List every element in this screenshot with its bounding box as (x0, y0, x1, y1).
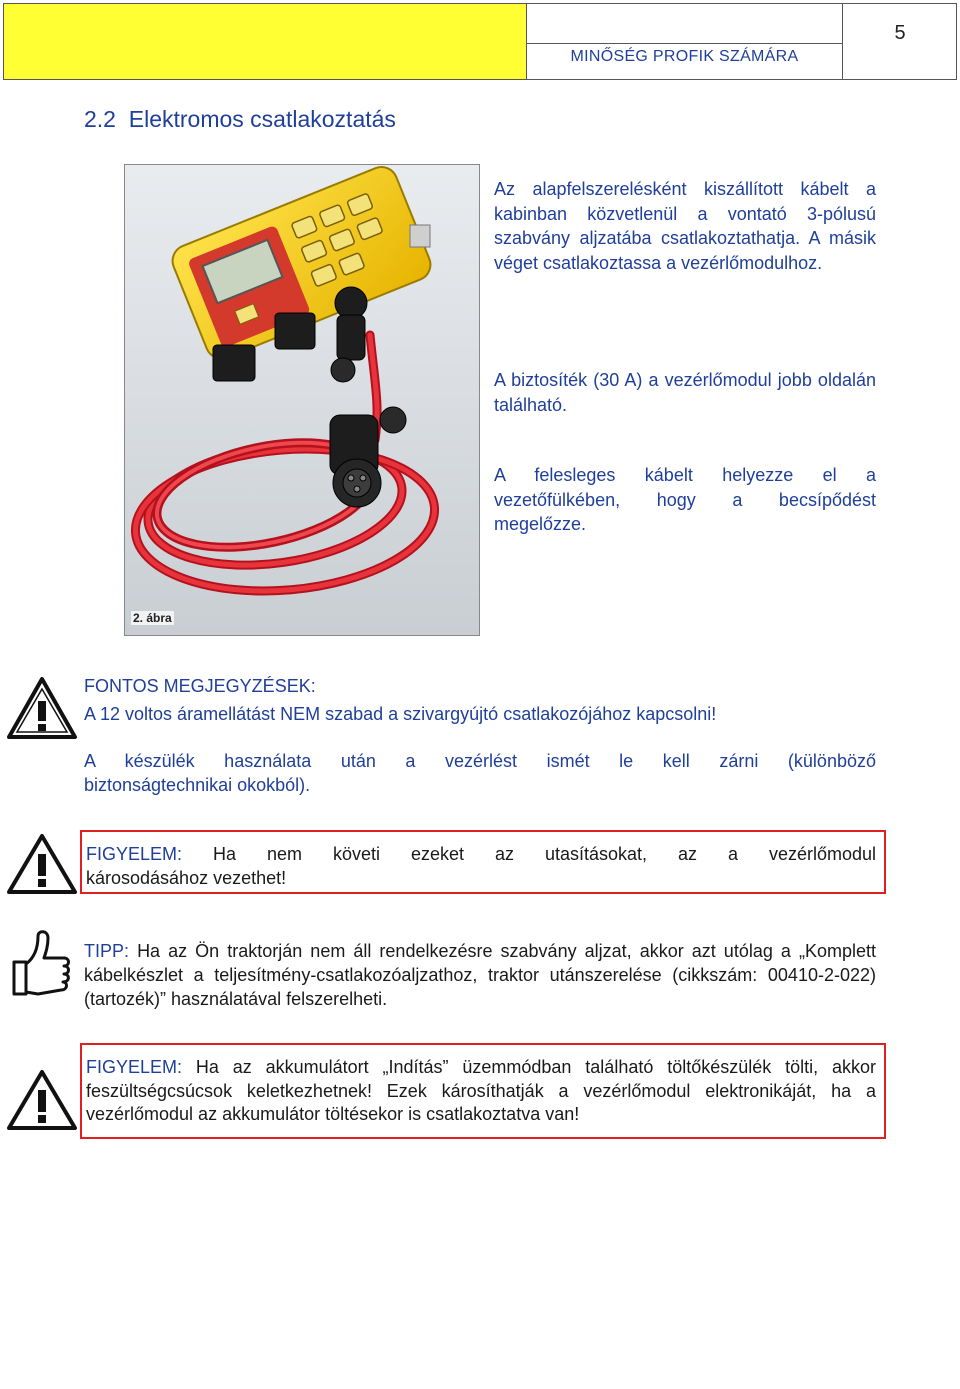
tip-text (84, 939, 876, 1011)
side-paragraph: Az alapfelszerelésként kiszállított kábelt a kabinban közvetlenül a vontató 3-pólusú szabvány aljzatába csatlakoztathatja. A másik véget csatlakoztassa a vezérlőmodulhoz. (494, 179, 876, 273)
warning-label: FIGYELEM: (86, 844, 183, 864)
section-heading: 2.2 Elektromos csatlakoztatás (84, 106, 396, 132)
side-paragraph: A biztosíték (30 A) a vezérlőmodul jobb oldalán található. (494, 370, 876, 415)
exclamation-icon (6, 1068, 78, 1137)
note-line: biztonságtechnikai okokból). (84, 775, 311, 795)
figure-caption: 2. ábra (133, 611, 172, 625)
page-header (3, 3, 957, 80)
exclamation-icon (6, 832, 78, 901)
notes-heading: FONTOS MEGJEGYZÉSEK: (84, 676, 316, 696)
warning-triangle-icon (6, 675, 78, 746)
side-paragraph: A felesleges kábelt helyezze el a vezetőfülkében, hogy a becsípődést megelőzze. (494, 465, 876, 534)
note-line: A készülék használata után a vezérlést ismét le kell zárni (különböző (84, 751, 876, 771)
thumbs-up-icon (8, 928, 74, 1005)
warning-label: FIGYELEM: (86, 1057, 183, 1077)
header-divider (526, 4, 527, 79)
page-number: 5 (894, 22, 906, 44)
warning-text (86, 843, 876, 867)
figure-photo (124, 164, 480, 636)
warning-message: Ha nem követi ezeket az utasításokat, az a vezérlőmodul (213, 844, 876, 864)
tip-message: Ha az Ön traktorján nem áll rendelkezésre szabvány aljzat, akkor azt utólag a „Komplett kábelkészlet a teljesítmény-csatlakozóaljzathoz, traktor utánszerelése (cikkszám: 00410-2-022) (tartozék)” használatával felszerelheti. (84, 941, 876, 1009)
warning-text (86, 1056, 876, 1127)
warning-message: Ha az akkumulátort „Indítás” üzemmódban található töltőkészülék tölti, akkor feszültségcsúcsok keletkezhetnek! Ezek károsíthatják a vezérlőmodul elektronikáját, ha a vezérlőmodul az akkumulátor töltésekor is csatlakoztatva van! (86, 1057, 876, 1124)
header-divider (527, 43, 842, 44)
header-title: MINŐSÉG PROFIK SZÁMÁRA (570, 48, 799, 65)
warning-text-continued: károsodásához vezethet! (86, 868, 287, 888)
control-module-photo (125, 165, 480, 636)
tip-label: TIPP: (84, 941, 130, 961)
note-line: A 12 voltos áramellátást NEM szabad a szivargyújtó csatlakozójához kapcsolni! (84, 704, 717, 724)
